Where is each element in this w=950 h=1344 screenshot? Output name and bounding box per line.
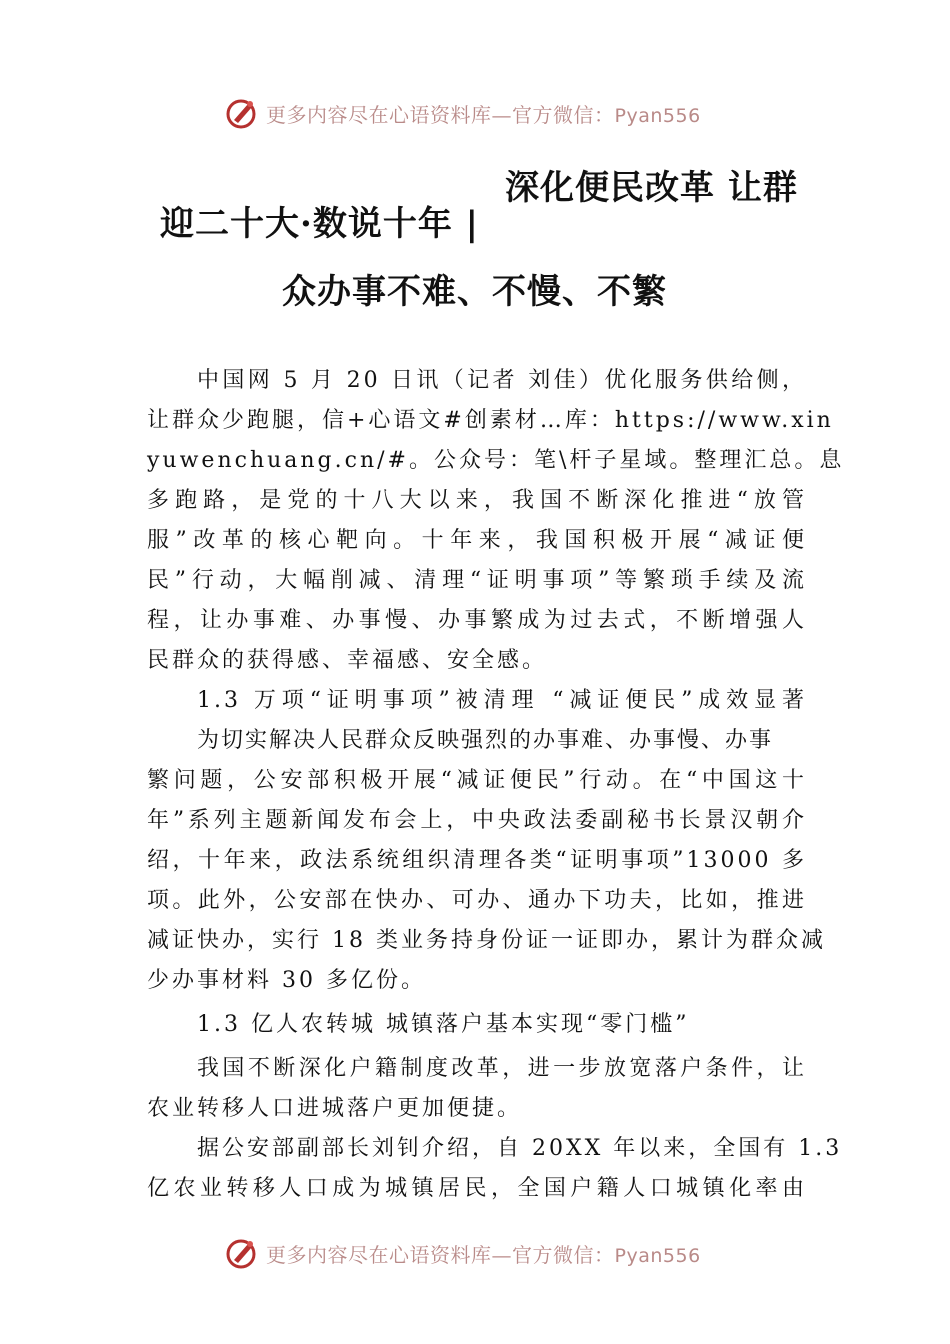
body-line: 绍，十年来，政法系统组织清理各类“证明事项”13000 多 xyxy=(147,848,807,873)
body-line: 程，让办事难、办事慢、办事繁成为过去式，不断增强人 xyxy=(147,608,807,633)
body-line: 据公安部副部长刘钊介绍，自 20XX 年以来，全国有 1.3 xyxy=(197,1136,843,1161)
body-line: 少办事材料 30 多亿份。 xyxy=(147,968,426,993)
section-heading: 1.3 万项“证明事项”被清理 “减证便民”成效显著 xyxy=(197,688,807,713)
title-line-1: 深化便民改革 让群 xyxy=(505,168,798,208)
body-line: 农业转移人口进城落户更加便捷。 xyxy=(147,1096,523,1121)
body-line: 减证快办，实行 18 类业务持身份证一证即办，累计为群众减 xyxy=(147,928,826,953)
body-line: 多跑路，是党的十八大以来，我国不断深化推进“放管 xyxy=(147,488,807,513)
body-line: 为切实解决人民群众反映强烈的办事难、办事慢、办事 xyxy=(197,728,774,753)
body-line: yuwenchuang.cn/#。公众号：笔\杆子星域。整理汇总。息 xyxy=(147,448,845,473)
body-line: 年”系列主题新闻发布会上，中央政法委副秘书长景汉朝介 xyxy=(147,808,807,833)
body-line: 服”改革的核心靶向。十年来，我国积极开展“减证便 xyxy=(147,528,807,553)
header-banner xyxy=(226,96,746,130)
body-line: 繁问题，公安部积极开展“减证便民”行动。在“中国这十 xyxy=(147,768,807,793)
body-line: 民群众的获得感、幸福感、安全感。 xyxy=(147,648,548,673)
logo-icon xyxy=(226,1236,260,1270)
logo-icon xyxy=(226,96,260,130)
body-line: 我国不断深化户籍制度改革，进一步放宽落户条件，让 xyxy=(197,1056,807,1081)
body-line: 让群众少跑腿，信+心语文#创素材…库：https://www.xin xyxy=(147,408,834,433)
footer-banner xyxy=(226,1236,746,1270)
banner-text: 更多内容尽在心语资料库—官方微信：Pyan556 xyxy=(266,102,701,127)
banner-text: 更多内容尽在心语资料库—官方微信：Pyan556 xyxy=(266,1242,701,1267)
body-line: 亿农业转移人口成为城镇居民，全国户籍人口城镇化率由 xyxy=(147,1176,807,1201)
title-line-2: 迎二十大·数说十年 | xyxy=(160,204,480,244)
wechat-id: Pyan556 xyxy=(614,1244,701,1267)
wechat-id: Pyan556 xyxy=(614,104,701,127)
section-heading: 1.3 亿人农转城 城镇落户基本实现“零门槛” xyxy=(197,1012,690,1037)
body-line: 民”行动，大幅削减、清理“证明事项”等繁琐手续及流 xyxy=(147,568,807,593)
title-line-3: 众办事不难、不慢、不繁 xyxy=(282,272,667,312)
body-line: 项。此外，公安部在快办、可办、通办下功夫，比如，推进 xyxy=(147,888,807,913)
body-line: 中国网 5 月 20 日讯（记者 刘佳）优化服务供给侧， xyxy=(197,368,807,393)
